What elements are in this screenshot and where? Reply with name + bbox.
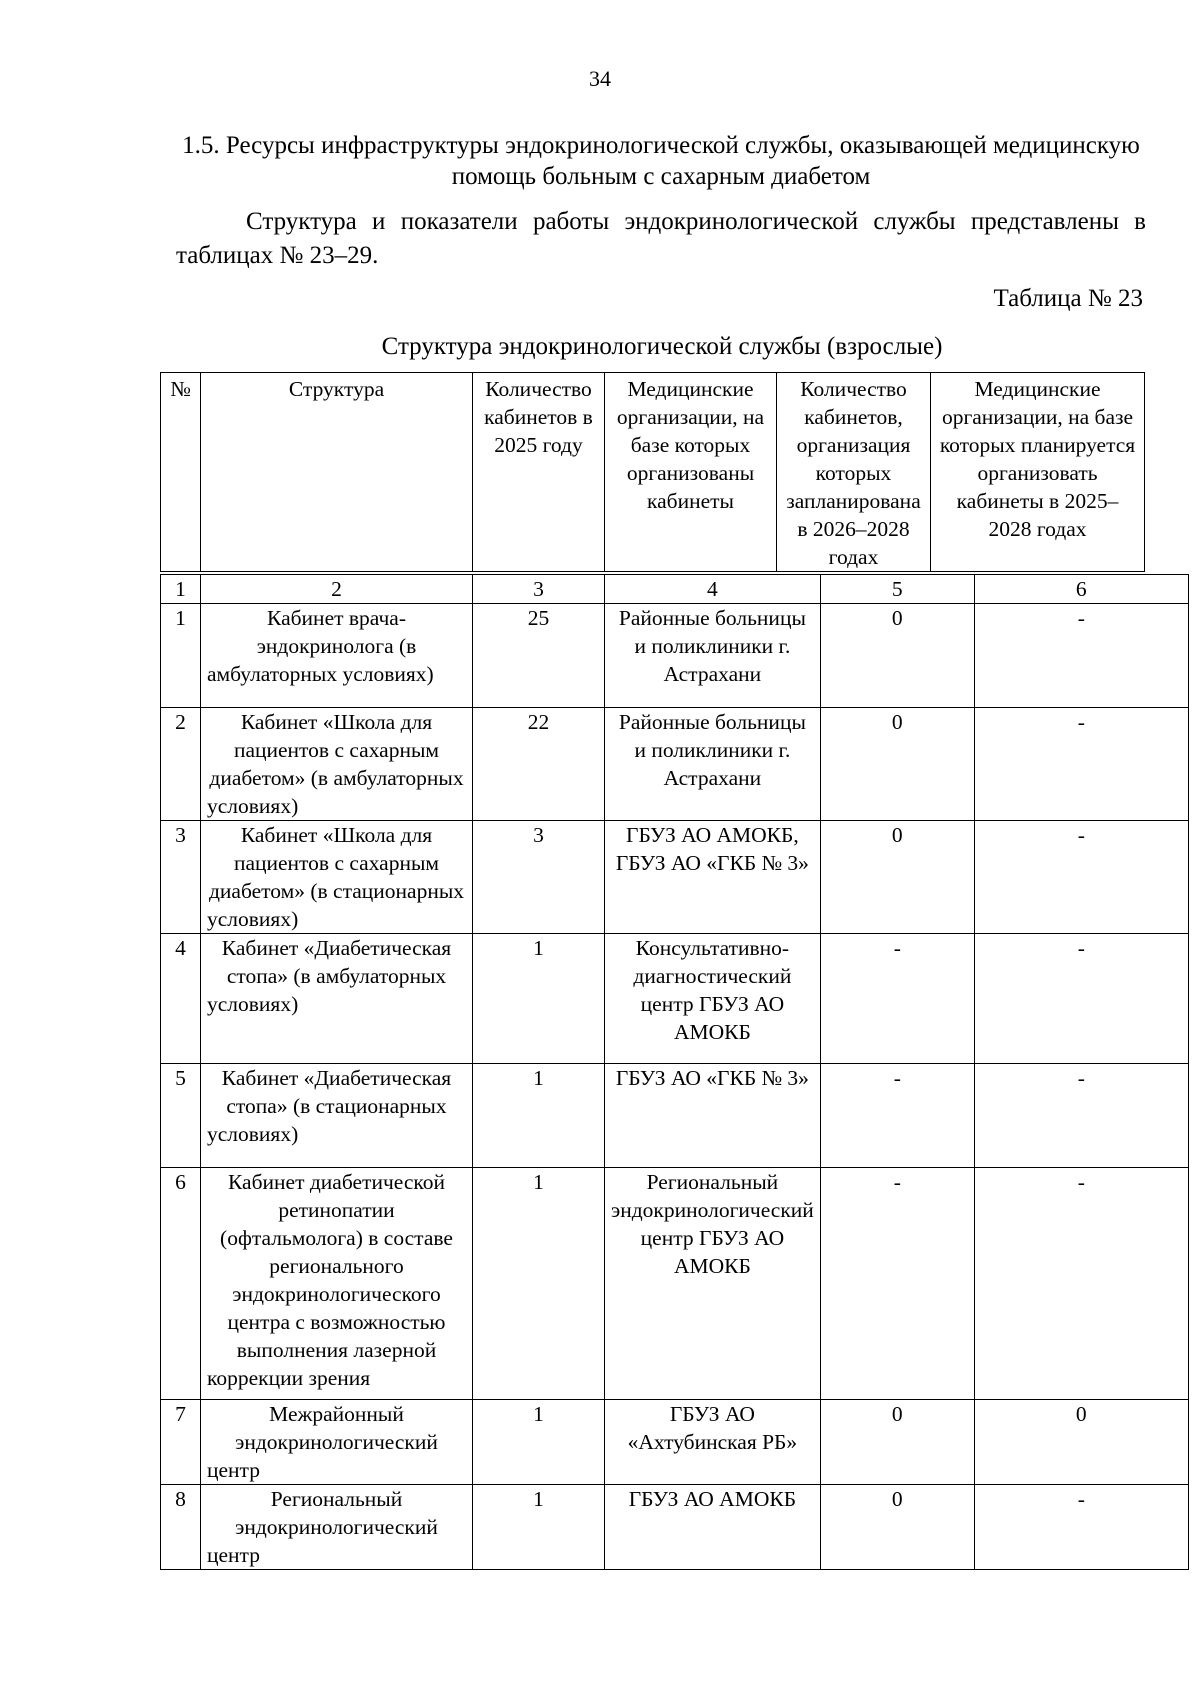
count-2025-cell: 1 — [473, 934, 605, 1064]
count-2025-cell: 1 — [473, 1400, 605, 1485]
header-cell-count-2025: Количество кабинетов в 2025 году — [473, 373, 605, 572]
row-number-cell: 5 — [161, 1064, 201, 1168]
structure-cell: Кабинет «Школа для пациентов с сахарным диабетом» (в амбулаторных условиях) — [201, 708, 473, 821]
planned-count-cell: 0 — [820, 821, 974, 934]
organizations-cell: ГБУЗ АО «Ахтубинская РБ» — [605, 1400, 821, 1485]
header-cell-structure: Структура — [201, 373, 473, 572]
planned-count-cell: - — [820, 934, 974, 1064]
planned-count-cell: 0 — [820, 1400, 974, 1485]
column-index: 1 — [161, 575, 201, 604]
column-index: 2 — [201, 575, 473, 604]
structure-cell: Кабинет «Диабетическая стопа» (в стационарных условиях) — [201, 1064, 473, 1168]
organizations-cell: ГБУЗ АО «ГКБ № 3» — [605, 1064, 821, 1168]
count-2025-cell: 25 — [473, 604, 605, 708]
structure-cell: Кабинет «Диабетическая стопа» (в амбулаторных условиях) — [201, 934, 473, 1064]
planned-organizations-cell: - — [974, 708, 1188, 821]
planned-organizations-cell: - — [974, 1485, 1188, 1570]
table-row — [161, 1485, 1189, 1570]
header-cell-planned-count: Количество кабинетов, организация которых запланирована в 2026–2028 годах — [777, 373, 931, 572]
header-cell-number: № — [161, 373, 201, 572]
organizations-cell: Районные больницы и поликлиники г. Астрахани — [605, 708, 821, 821]
planned-organizations-cell: - — [974, 1064, 1188, 1168]
structure-cell: Кабинет «Школа для пациентов с сахарным диабетом» (в стационарных условиях) — [201, 821, 473, 934]
count-2025-cell: 1 — [473, 1064, 605, 1168]
row-number-cell: 3 — [161, 821, 201, 934]
header-cell-organizations: Медицинские организации, на базе которых организованы кабинеты — [605, 373, 777, 572]
organizations-cell: ГБУЗ АО АМОКБ — [605, 1485, 821, 1570]
row-number-cell: 4 — [161, 934, 201, 1064]
structure-cell: Кабинет диабетической ретинопатии (офтальмолога) в составе регионального эндокринологического центра с возможностью выполнения лазерной коррекции зрения — [201, 1168, 473, 1400]
planned-organizations-cell: - — [974, 934, 1188, 1064]
structure-cell: Региональный эндокринологический центр — [201, 1485, 473, 1570]
row-number-cell: 8 — [161, 1485, 201, 1570]
planned-count-cell: 0 — [820, 708, 974, 821]
row-number-cell: 6 — [161, 1168, 201, 1400]
data-table — [160, 574, 1189, 1570]
planned-organizations-cell: 0 — [974, 1400, 1188, 1485]
table-row — [161, 708, 1189, 821]
header-row — [161, 373, 1145, 572]
row-number-cell: 7 — [161, 1400, 201, 1485]
column-index: 5 — [820, 575, 974, 604]
table-number: Таблица № 23 — [993, 285, 1143, 312]
table-row — [161, 1064, 1189, 1168]
section-heading: 1.5. Ресурсы инфраструктуры эндокринологической службы, оказывающей медицинскую помощь больным с сахарным диабетом — [182, 132, 1140, 190]
count-2025-cell: 22 — [473, 708, 605, 821]
row-number-cell: 1 — [161, 604, 201, 708]
column-index: 6 — [974, 575, 1188, 604]
planned-count-cell: - — [820, 1064, 974, 1168]
count-2025-cell: 1 — [473, 1485, 605, 1570]
table-row — [161, 604, 1189, 708]
count-2025-cell: 1 — [473, 1168, 605, 1400]
table-row — [161, 1168, 1189, 1400]
table-row — [161, 821, 1189, 934]
table-caption: Структура эндокринологической службы (взрослые) — [381, 333, 943, 360]
structure-cell: Межрайонный эндокринологический центр — [201, 1400, 473, 1485]
organizations-cell: Районные больницы и поликлиники г. Астрахани — [605, 604, 821, 708]
table-header — [160, 372, 1145, 572]
planned-organizations-cell: - — [974, 821, 1188, 934]
column-index-row — [161, 575, 1189, 604]
header-cell-planned-organizations: Медицинские организации, на базе которых планируется организовать кабинеты в 2025–2028 годах — [931, 373, 1145, 572]
intro-paragraph: Структура и показатели работы эндокринологической службы представлены в таблицах № 23–29. — [176, 208, 1146, 269]
planned-count-cell: 0 — [820, 1485, 974, 1570]
planned-count-cell: 0 — [820, 604, 974, 708]
organizations-cell: Региональный эндокринологический центр ГБУЗ АО АМОКБ — [605, 1168, 821, 1400]
table-row — [161, 934, 1189, 1064]
planned-organizations-cell: - — [974, 604, 1188, 708]
organizations-cell: ГБУЗ АО АМОКБ, ГБУЗ АО «ГКБ № 3» — [605, 821, 821, 934]
table-row — [161, 1400, 1189, 1485]
page-number: 34 — [589, 66, 611, 91]
column-index: 4 — [605, 575, 821, 604]
row-number-cell: 2 — [161, 708, 201, 821]
planned-organizations-cell: - — [974, 1168, 1188, 1400]
organizations-cell: Консультативно-диагностический центр ГБУЗ АО АМОКБ — [605, 934, 821, 1064]
column-index: 3 — [473, 575, 605, 604]
planned-count-cell: - — [820, 1168, 974, 1400]
count-2025-cell: 3 — [473, 821, 605, 934]
structure-cell: Кабинет врача-эндокринолога (в амбулаторных условиях) — [201, 604, 473, 708]
